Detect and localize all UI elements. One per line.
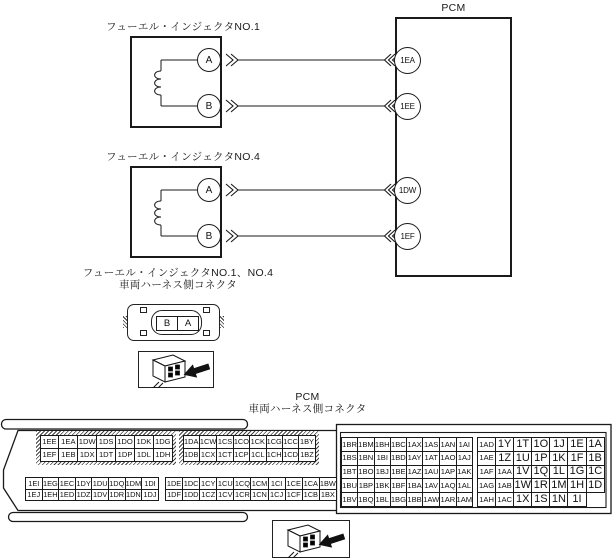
- pin-1AO: 1AO: [440, 451, 456, 465]
- pin-1EF: 1EF: [40, 448, 59, 461]
- pin-1DK: 1DK: [134, 435, 153, 448]
- pin-1DG: 1DG: [153, 435, 172, 448]
- pin-1BC: 1BC: [390, 438, 406, 452]
- pin-1BW: 1BW: [319, 478, 336, 488]
- pin-1Y: 1Y: [496, 438, 514, 452]
- pin-1CY: 1CY: [201, 478, 216, 488]
- injector-connector-view-iconbox: [138, 351, 214, 388]
- pin-1S: 1S: [532, 493, 550, 507]
- pin-1CO: 1CO: [233, 435, 249, 448]
- pin-1BG: 1BG: [390, 493, 406, 507]
- pin-1DB: 1DB: [183, 448, 199, 461]
- injector2-title: フューエル・インジェクタNO.4: [106, 151, 261, 163]
- pin-1B: 1B: [586, 451, 604, 465]
- pin-1AR: 1AR: [440, 493, 456, 507]
- pin-1BB: 1BB: [407, 493, 423, 507]
- pin-1DH: 1DH: [153, 448, 172, 461]
- pin-1CB: 1CB: [303, 490, 318, 500]
- pin-1DS: 1DS: [97, 435, 116, 448]
- pin-1AP: 1AP: [440, 465, 456, 479]
- connector-view-icon: [274, 521, 348, 558]
- pin-1DE: 1DE: [166, 478, 182, 488]
- pin-1ED: 1ED: [59, 490, 75, 500]
- pin-1AZ: 1AZ: [407, 465, 423, 479]
- connector-tab: [203, 330, 210, 336]
- injector1-terminal-b: B: [197, 94, 221, 118]
- injector2-terminal-a: A: [197, 178, 221, 202]
- pin-1P: 1P: [532, 451, 550, 465]
- pin-1DZ: 1DZ: [76, 490, 91, 500]
- pin-block-1: [40, 435, 173, 462]
- pin-1DR: 1DR: [109, 490, 125, 500]
- pin-1D: 1D: [586, 479, 604, 493]
- pin-1E: 1E: [568, 438, 586, 452]
- pin-1L: 1L: [550, 465, 568, 479]
- connector-tab: [140, 330, 147, 336]
- pin-1CT: 1CT: [217, 448, 233, 461]
- pin-1EH: 1EH: [43, 490, 58, 500]
- pin-1BO: 1BO: [358, 465, 375, 479]
- pin-1DN: 1DN: [125, 490, 141, 500]
- pin-1BY: 1BY: [299, 435, 315, 448]
- pin-block-4: [477, 437, 605, 507]
- injector-connector-cavity-table: [156, 316, 199, 331]
- pcm-pin-1ea: 1EA: [394, 47, 421, 74]
- pin-1BX: 1BX: [320, 490, 335, 500]
- pin-1CN: 1CN: [252, 490, 267, 500]
- pin-1DW: 1DW: [78, 435, 97, 448]
- injector-connector-title: [68, 267, 288, 291]
- pin-1EI: 1EI: [26, 478, 43, 490]
- injector-connector-title-line1: フューエル・インジェクタNO.1、NO.4: [82, 267, 274, 279]
- pin-1EG: 1EG: [42, 478, 58, 488]
- pin-1AJ: 1AJ: [456, 451, 473, 465]
- pin-1BE: 1BE: [390, 465, 406, 479]
- pin-1AC: 1AC: [496, 493, 514, 507]
- pin-1BH: 1BH: [374, 438, 390, 452]
- pin-1BD: 1BD: [390, 451, 406, 465]
- pin-1AN: 1AN: [440, 438, 456, 452]
- pin-1BK: 1BK: [374, 479, 390, 493]
- pin-1EJ: 1EJ: [27, 490, 41, 500]
- pin-1CL: 1CL: [250, 448, 266, 461]
- latch-bar-bottom: [9, 513, 248, 522]
- pin-1EB: 1EB: [59, 448, 78, 461]
- pin-1R: 1R: [532, 479, 550, 493]
- pin-1DL: 1DL: [134, 448, 153, 461]
- pin-1DF: 1DF: [167, 490, 182, 500]
- connector-view-icon: [139, 351, 213, 388]
- pin-1BP: 1BP: [358, 479, 375, 493]
- pin-1AB: 1AB: [496, 479, 514, 493]
- pin-1CI: 1CI: [268, 478, 285, 490]
- pin-1BT: 1BT: [342, 465, 358, 479]
- cavity-b: B: [157, 317, 178, 331]
- latch-bar-top: [2, 420, 248, 430]
- pin-1DV: 1DV: [92, 490, 108, 500]
- pin-block-3: [341, 437, 473, 507]
- pin-1CM: 1CM: [251, 478, 268, 488]
- pin-1AM: 1AM: [456, 493, 473, 507]
- pin-1CA: 1CA: [303, 478, 318, 488]
- pin-1Q: 1Q: [533, 465, 549, 478]
- pin-1AU: 1AU: [423, 465, 440, 479]
- pin-1CS: 1CS: [217, 435, 233, 448]
- pin-1I: 1I: [568, 493, 586, 507]
- pin-1DO: 1DO: [116, 435, 135, 448]
- pin-1AL: 1AL: [456, 479, 473, 493]
- connector-chevrons: [226, 54, 399, 242]
- pin-1A: 1A: [586, 438, 604, 452]
- pin-1BN: 1BN: [358, 451, 375, 465]
- pin-1DP: 1DP: [116, 448, 135, 461]
- injector-connector-title-line2: 車両ハーネス側コネクタ: [118, 279, 238, 291]
- pin-1X: 1X: [514, 493, 532, 507]
- pin-1U: 1U: [514, 451, 532, 465]
- pin-1AH: 1AH: [478, 493, 496, 507]
- pin-1G: 1G: [569, 465, 585, 478]
- pcm-connector-view-iconbox: [272, 520, 350, 558]
- pin-1AX: 1AX: [407, 438, 423, 452]
- pin-1AV: 1AV: [423, 479, 440, 493]
- pin-1F: 1F: [568, 451, 586, 465]
- pin-1C: 1C: [586, 465, 604, 479]
- pin-1DX: 1DX: [78, 448, 97, 461]
- pin-1CU: 1CU: [217, 478, 233, 488]
- pin-1AT: 1AT: [423, 451, 440, 465]
- pcm-connector-title: [200, 391, 415, 415]
- injector1-title: フューエル・インジェクタNO.1: [106, 21, 261, 33]
- pin-1CG: 1CG: [266, 435, 282, 448]
- connector-side-lock: [220, 316, 224, 328]
- pin-1AW: 1AW: [423, 493, 440, 507]
- pin-1CF: 1CF: [286, 490, 301, 500]
- pin-1CV: 1CV: [218, 490, 233, 500]
- pin-1AK: 1AK: [456, 465, 473, 479]
- pin-1DU: 1DU: [92, 478, 108, 488]
- pin-1BZ: 1BZ: [299, 448, 315, 461]
- pin-1CR: 1CR: [235, 490, 250, 500]
- pin-1T: 1T: [514, 438, 532, 452]
- connector-tab: [203, 307, 210, 313]
- pin-1AE: 1AE: [478, 451, 496, 465]
- harness-wires: [238, 60, 385, 236]
- pin-1CE: 1CE: [286, 478, 301, 488]
- pin-1BA: 1BA: [407, 479, 423, 493]
- pin-1AD: 1AD: [478, 438, 496, 452]
- pin-1DC: 1DC: [183, 478, 199, 488]
- pin-1DT: 1DT: [97, 448, 116, 461]
- pin-1CK: 1CK: [250, 435, 266, 448]
- pin-1EC: 1EC: [59, 478, 75, 488]
- pin-block-2-frame: [179, 431, 319, 465]
- pin-1J: 1J: [550, 438, 568, 452]
- pin-1DY: 1DY: [76, 478, 91, 488]
- pin-1CD: 1CD: [282, 448, 298, 461]
- pin-1BM: 1BM: [358, 438, 375, 452]
- pin-1AQ: 1AQ: [440, 479, 456, 493]
- pin-1H: 1H: [568, 479, 586, 493]
- pin-1Z: 1Z: [496, 451, 514, 465]
- pin-block-6: [165, 477, 337, 501]
- pcm-pin-1dw: 1DW: [394, 177, 421, 204]
- pin-1DA: 1DA: [183, 435, 199, 448]
- pcm-pin-1ef: 1EF: [394, 223, 421, 250]
- pin-1CW: 1CW: [199, 435, 216, 448]
- pin-1EA: 1EA: [59, 435, 78, 448]
- cavity-a: A: [178, 317, 199, 331]
- pin-1DQ: 1DQ: [109, 478, 125, 488]
- pin-1CH: 1CH: [266, 448, 282, 461]
- pin-1CQ: 1CQ: [234, 478, 251, 488]
- pin-1CP: 1CP: [233, 448, 249, 461]
- pin-1BL: 1BL: [374, 493, 390, 507]
- pin-1CZ: 1CZ: [201, 490, 216, 500]
- pin-1EE: 1EE: [40, 435, 59, 448]
- pin-1DI: 1DI: [142, 478, 159, 490]
- pin-1O: 1O: [533, 437, 549, 450]
- pin-1CX: 1CX: [199, 448, 216, 461]
- pin-1W: 1W: [514, 479, 531, 492]
- pin-1AG: 1AG: [478, 479, 496, 493]
- connector-tab: [140, 307, 147, 313]
- pin-1AS: 1AS: [423, 438, 440, 452]
- pin-1BF: 1BF: [390, 479, 406, 493]
- pin-block-2: [183, 435, 316, 462]
- pin-1CJ: 1CJ: [270, 490, 284, 500]
- pin-1DJ: 1DJ: [143, 490, 157, 500]
- pin-1AI: 1AI: [456, 438, 473, 452]
- pcm-box-title: PCM: [441, 2, 466, 14]
- pin-1BU: 1BU: [342, 479, 358, 493]
- pin-1CC: 1CC: [282, 435, 298, 448]
- pin-1N: 1N: [550, 493, 568, 507]
- injector2-terminal-b: B: [197, 224, 221, 248]
- pcm-connector-title-line2: 車両ハーネス側コネクタ: [248, 403, 367, 415]
- pin-1K: 1K: [550, 451, 568, 465]
- pin-block-1-frame: [36, 431, 176, 465]
- connector-side-lock: [123, 316, 127, 328]
- pin-1DD: 1DD: [183, 490, 199, 500]
- pin-1BV: 1BV: [342, 493, 358, 507]
- pcm-connector-title-line1: PCM: [295, 391, 320, 403]
- pin-1BS: 1BS: [342, 451, 358, 465]
- pin-1BI: 1BI: [374, 451, 390, 465]
- pin-1AA: 1AA: [496, 465, 514, 479]
- pin-1AF: 1AF: [478, 465, 496, 479]
- pin-1AY: 1AY: [407, 451, 423, 465]
- pin-1V: 1V: [514, 465, 532, 479]
- pin-1BJ: 1BJ: [374, 465, 390, 479]
- pin-1BQ: 1BQ: [358, 493, 375, 507]
- pin-1DM: 1DM: [125, 478, 142, 488]
- pin-1M: 1M: [551, 479, 567, 492]
- injector1-terminal-a: A: [197, 48, 221, 72]
- pin-1BR: 1BR: [342, 438, 358, 452]
- pcm-pin-1ee: 1EE: [394, 93, 421, 120]
- pin-block-5: [25, 477, 159, 501]
